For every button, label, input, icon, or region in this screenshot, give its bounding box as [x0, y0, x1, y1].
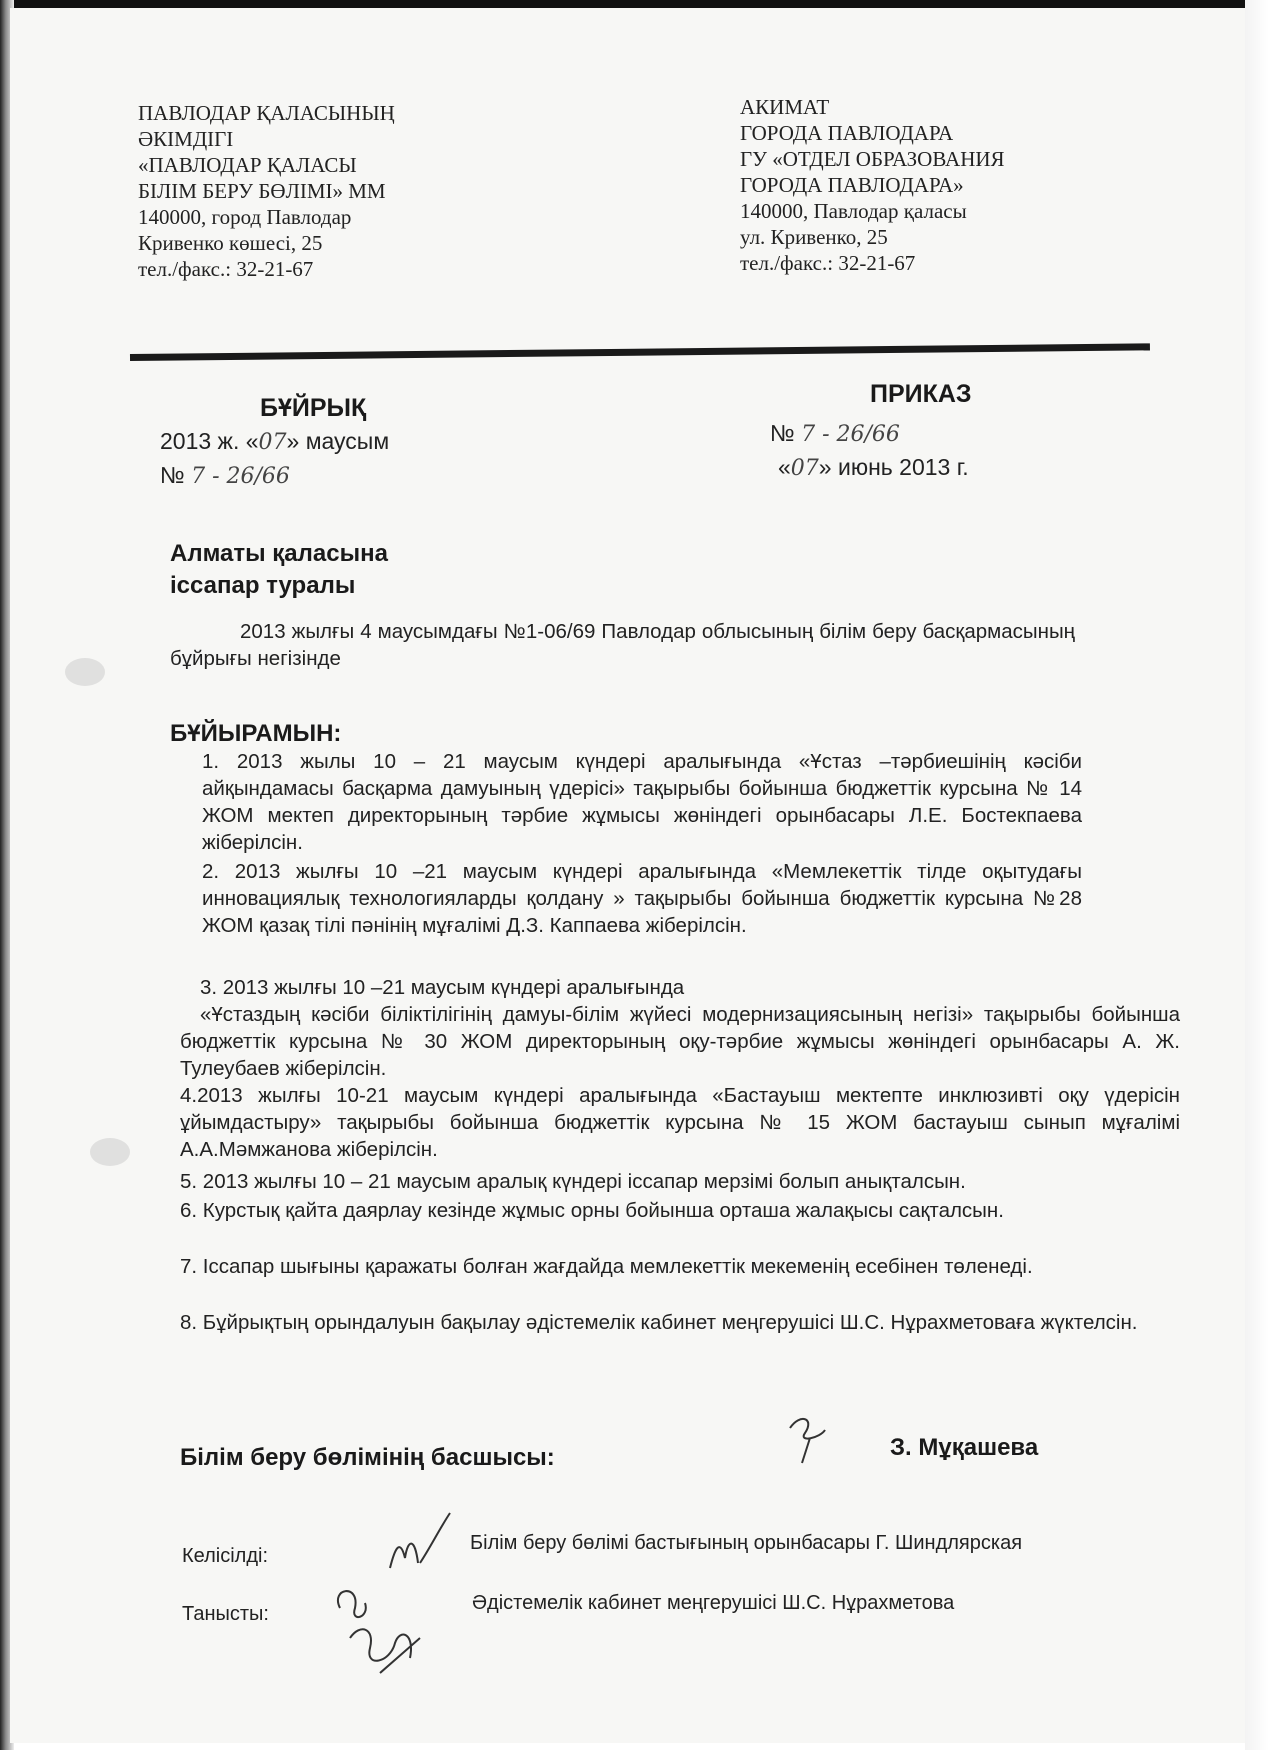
- header-right-line: АКИМАТ: [740, 95, 830, 119]
- signature-position: Білім беру бөлімінің басшысы:: [180, 1444, 555, 1471]
- date-text: » июнь 2013 г.: [818, 454, 969, 480]
- header-right-line: 140000, Павлодар қаласы: [740, 199, 967, 223]
- familiar-text: Әдістемелік кабинет меңгерушісі Ш.С. Нұрахметова: [472, 1592, 955, 1614]
- order-date-ru: «07» июнь 2013 г.: [778, 454, 969, 481]
- agreed-signature-scribble: [380, 1508, 460, 1588]
- signature-scribble: [780, 1408, 850, 1468]
- order-item-3-head: 3. 2013 жылғы 10 –21 маусым күндері аралығында: [200, 976, 685, 999]
- punch-hole-mark: [65, 658, 105, 686]
- subject-line: іссапар туралы: [170, 572, 356, 599]
- header-left: [138, 100, 395, 282]
- order-item-2: 2. 2013 жылғы 10 –21 маусым күндері аралығында «Мемлекеттік тілде оқытудағы инновациялық технологияларды қолдану » тақырыбы бойынша бюджеттік курсына №28 ЖОМ қазақ тілі пәнінің мұғалімі Д.З. Каппаева жіберілсін.: [202, 860, 1082, 937]
- familiar-signature-scribble: [320, 1578, 440, 1688]
- order-title-kz: БҰЙРЫҚ: [260, 394, 367, 422]
- number-handwritten: 7 - 26/66: [191, 464, 290, 489]
- header-left-line: Кривенко көшесі, 25: [138, 231, 323, 255]
- header-left-line: «ПАВЛОДАР ҚАЛАСЫ: [138, 153, 357, 177]
- header-left-line: ӘКІМДІГІ: [138, 127, 234, 151]
- subject-line: Алматы қаласына: [170, 540, 388, 567]
- header-right-line: ГУ «ОТДЕЛ ОБРАЗОВАНИЯ: [740, 147, 1005, 171]
- order-word: БҰЙЫРАМЫН:: [170, 720, 342, 747]
- number-prefix: №: [770, 420, 795, 446]
- order-item-6: 6. Курстық қайта даярлау кезінде жұмыс орны бойынша орташа жалақысы сақталсын.: [180, 1199, 1004, 1222]
- date-day-handwritten: 07: [258, 430, 287, 455]
- order-item-8: 8. Бұйрықтың орындалуын бақылау әдістемелік кабинет меңгерушісі Ш.С. Нұрахметоваға жүктелсін.: [180, 1311, 1138, 1334]
- header-right: [740, 94, 1005, 276]
- date-suffix: » маусым: [286, 428, 390, 454]
- order-number-ru: [770, 420, 900, 447]
- number-handwritten: 7 - 26/66: [801, 422, 900, 447]
- header-left-line: ПАВЛОДАР ҚАЛАСЫНЫҢ: [138, 101, 395, 125]
- order-basis: 2013 жылғы 4 маусымдағы №1-06/69 Павлодар облысының білім беру басқармасының бұйрығы негізінде: [170, 620, 1075, 670]
- order-title-ru: ПРИКАЗ: [870, 380, 972, 408]
- order-item-3: «Ұстаздың кәсіби біліктілігінің дамуы-білім жүйесі модернизациясының негізі» тақырыбы бойынша бюджеттік курсына № 30 ЖОМ директорының оқу-тәрбие жұмысы жөніндегі орынбасары А. Ж. Тулеубаев жіберілсін.: [180, 1003, 1180, 1080]
- header-left-line: тел./факс.: 32-21-67: [138, 257, 314, 281]
- order-item-1: 1. 2013 жылы 10 – 21 маусым күндері аралығында «Ұстаз –тәрбиешінің кәсіби айқындамасы басқарма дамуының үдерісі» тақырыбы бойынша бюджеттік курсына № 14 ЖОМ мектеп директорының тәрбие жұмысы жөніндегі орынбасары Л.Е. Бостекпаева жіберілсін.: [202, 750, 1082, 854]
- date-prefix: 2013 ж. «: [160, 428, 259, 454]
- header-divider: [130, 343, 1150, 361]
- familiar-label: Таныcты:: [182, 1603, 269, 1625]
- scan-right-edge: [1245, 0, 1275, 1750]
- order-date-kz: [160, 428, 389, 455]
- agreed-label: Келісілді:: [182, 1545, 269, 1567]
- agreed-text: Білім беру бөлімі бастығының орынбасары Г. Шиндлярская: [470, 1532, 1023, 1554]
- header-right-line: ГОРОДА ПАВЛОДАРА»: [740, 173, 964, 197]
- order-number-kz: [160, 462, 290, 489]
- order-subject: [170, 538, 388, 602]
- order-item-4: 4.2013 жылғы 10-21 маусым күндері аралығында «Бастауыш мектепте инклюзивті оқу үдерісін ұйымдастыру» тақырыбы бойынша бюджеттік курсына № 15 ЖОМ бастауыш сынып мұғалімі А.А.Мәмжанова жіберілсін.: [180, 1084, 1180, 1161]
- order-item-7: 7. Іссапар шығыны қаражаты болған жағдайда мемлекеттік мекеменің есебінен төленеді.: [180, 1255, 1033, 1278]
- header-left-line: БІЛІМ БЕРУ БӨЛІМІ» ММ: [138, 179, 386, 203]
- header-right-line: ГОРОДА ПАВЛОДАРА: [740, 121, 954, 145]
- header-right-line: ул. Кривенко, 25: [740, 225, 888, 249]
- punch-hole-mark: [90, 1138, 130, 1166]
- order-item-5: 5. 2013 жылғы 10 – 21 маусым аралық күндері іссапар мерзімі болып анықталсын.: [180, 1170, 966, 1193]
- date-day-handwritten: 07: [790, 456, 819, 481]
- document-page: [10, 8, 1250, 1743]
- header-left-line: 140000, город Павлодар: [138, 205, 352, 229]
- number-prefix: №: [160, 462, 185, 488]
- signature-name: З. Мұқашева: [890, 1434, 1039, 1461]
- header-right-line: тел./факс.: 32-21-67: [740, 251, 916, 275]
